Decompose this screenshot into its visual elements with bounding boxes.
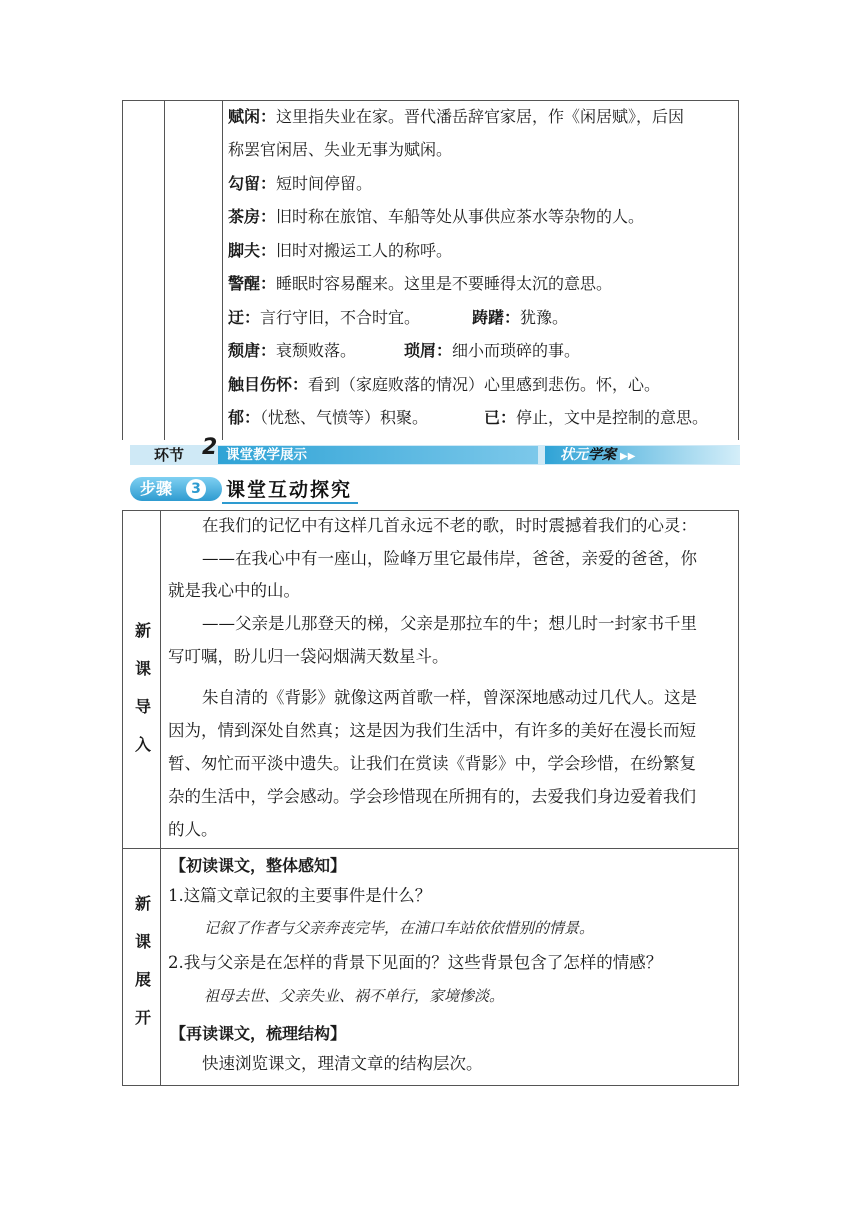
intro-line: ——在我心中有一座山，险峰万里它最伟岸，爸爸，亲爱的爸爸，你 (202, 549, 697, 568)
banner-number: 2 (202, 435, 218, 460)
glossary-entry-tuitang: 颓唐：衰颓败落。 (228, 341, 357, 360)
glossary-entry-chumu: 触目伤怀：看到（家庭败落的情况）心里感到悲伤。怀，心。 (228, 375, 661, 394)
step-number-badge: 3 (186, 479, 206, 499)
glossary-entry-jiaofu: 脚夫：旧时对搬运工人的称呼。 (228, 241, 453, 260)
glossary-entry-suoxie: 琐屑：细小而琐碎的事。 (404, 341, 581, 360)
task-text: 快速浏览课文，理清文章的结构层次。 (202, 1054, 483, 1073)
glossary-entry-fuxian: 赋闲：这里指失业在家。晋代潘岳辞官家居，作《闲居赋》，后因 (228, 107, 685, 126)
glossary-entry-yi: 已：停止，文中是控制的意思。 (484, 408, 709, 427)
intro-line: 写叮嘱，盼儿归一袋闷烟满天数星斗。 (168, 647, 449, 666)
intro-line: 杂的生活中，学会感动。学会珍惜现在所拥有的，去爱我们身边爱着我们 (168, 787, 696, 806)
double-arrow-icon: ▶▶ (620, 451, 636, 462)
side-label-develop: 新 课 展 开 (134, 894, 151, 1027)
section-heading-first-read: 【初读课文，整体感知】 (170, 856, 347, 875)
step-title: 课堂互动探究 (226, 479, 353, 501)
answer-2: 祖母去世、父亲失业、祸不单行，家境惨淡。 (204, 987, 505, 1005)
brand-name: 状元学案 ▶▶ (560, 447, 636, 463)
banner-label: 课堂教学展示 (226, 447, 307, 463)
side-label-intro: 新 课 导 入 (134, 621, 151, 754)
glossary-entry-yu2: 郁：（忧愁、气愤等）积聚。 (228, 408, 429, 427)
glossary-entry-chafang: 茶房：旧时称在旅馆、车船等处从事供应茶水等杂物的人。 (228, 207, 645, 226)
glossary-entry-gouliu: 勾留：短时间停留。 (228, 174, 373, 193)
intro-line: 在我们的记忆中有这样几首永远不老的歌，时时震撼着我们的心灵： (202, 516, 697, 535)
step-underline (222, 502, 358, 504)
glossary-entry-jingxing: 警醒：睡眠时容易醒来。这里是不要睡得太沉的意思。 (228, 274, 613, 293)
glossary-entry-chouchu: 踌躇：犹豫。 (472, 308, 569, 327)
intro-line: 的人。 (168, 820, 218, 839)
intro-line: 暂、匆忙而平淡中遗失。让我们在赏读《背影》中，学会珍惜，在纷繁复 (168, 754, 696, 773)
question-1: 1.这篇文章记叙的主要事件是什么？ (168, 886, 432, 905)
intro-line: ——父亲是儿那登天的梯，父亲是那拉车的牛；想儿时一封家书千里 (202, 614, 697, 633)
section-heading-reread: 【再读课文，梳理结构】 (170, 1024, 347, 1043)
step-label: 步骤 (140, 479, 173, 498)
question-2: 2.我与父亲是在怎样的背景下见面的？这些背景包含了怎样的情感？ (168, 953, 663, 972)
intro-line: 朱自清的《背影》就像这两首歌一样，曾深深地感动过几代人。这是 (202, 688, 697, 707)
banner-huanjie: 环节 (154, 446, 185, 464)
glossary-entry-fuxian-cont: 称罢官闲居、失业无事为赋闲。 (228, 140, 453, 159)
glossary-entry-yu: 迂：言行守旧，不合时宜。 (228, 308, 421, 327)
intro-line: 因为，情到深处自然真；这是因为我们生活中，有许多的美好在漫长而短 (168, 721, 696, 740)
intro-line: 就是我心中的山。 (168, 581, 300, 600)
answer-1: 记叙了作者与父亲奔丧完毕，在浦口车站依依惜别的情景。 (204, 919, 595, 937)
